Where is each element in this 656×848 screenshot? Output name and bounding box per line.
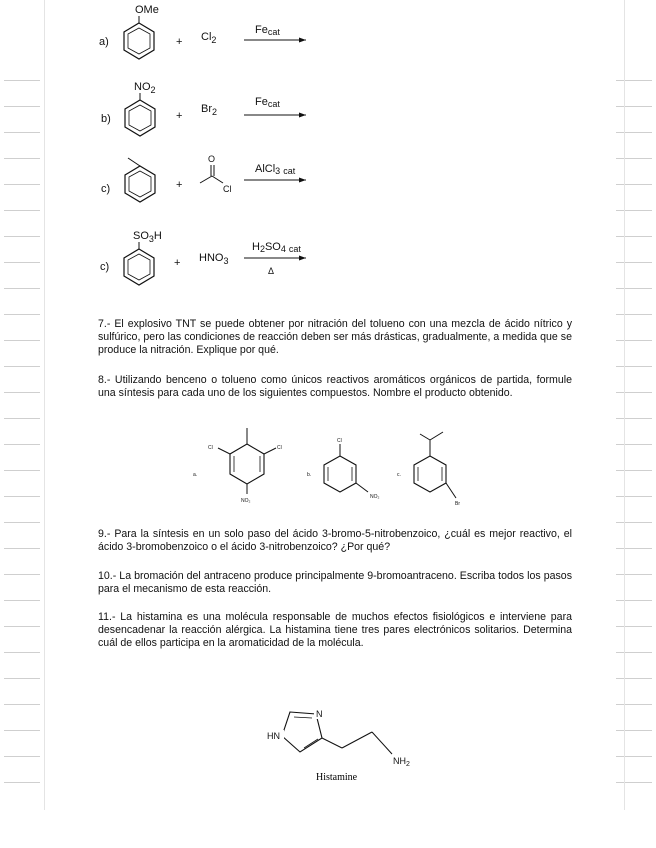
double-bond [304, 739, 318, 748]
nitrogen-atom: N [316, 709, 323, 719]
cl-bond [264, 448, 276, 454]
question-8: 8.- Utilizando benceno o tolueno como únicos reactivos aromáticos orgánicos de partida, formule una síntesis para cada uno de los siguientes compuestos. Nombre el producto obtenido. [98, 374, 572, 399]
reagent: $Br_2$ [201, 103, 218, 117]
benzene-ring [230, 444, 264, 484]
question-9: 9.- Para la síntesis en un solo paso del ácido 3-bromo-5-nitrobenzoico, ¿cuál es mejor reactivo, el ácido 3-bromobenzoico o el ácido 3-nitrobenzoico? ¿Por qué? [98, 528, 572, 553]
catalyst: H2SO4 cat [252, 241, 301, 254]
amine-group: $NH_2$ [393, 756, 410, 768]
chlorine-atom: Cl [208, 445, 213, 451]
question-10: 10.- La bromación del antraceno produce principalmente 9-bromoantraceno. Escriba todos los pasos para el mecanismo de esta reacción. [98, 570, 572, 595]
chlorine-atom: Cl [277, 445, 282, 451]
reaction-label: a) [99, 36, 109, 48]
chlorine-atom: Cl [337, 438, 342, 444]
reagent: $HNO_3$ [199, 252, 229, 266]
nitro-group: NO₂ [241, 498, 251, 504]
arrow-head [299, 113, 306, 118]
substituent: $SO_3H$ [133, 230, 162, 244]
arrow-head [299, 178, 306, 183]
no2-bond [356, 483, 368, 492]
reagent: $Cl_2$ [201, 31, 217, 45]
methyl-bond [128, 158, 140, 166]
chlorine-atom: Cl [223, 184, 232, 194]
compound-label: c. [397, 472, 401, 478]
heat-symbol: Δ [268, 266, 275, 276]
target-compounds [0, 420, 656, 520]
compound-label: a. [193, 472, 198, 478]
carbonyl-bond [420, 434, 430, 440]
catalyst: AlCl3 cat [255, 163, 296, 176]
chain-bond [322, 738, 342, 748]
reaction-c [0, 150, 656, 220]
catalyst: Fecat [255, 24, 280, 37]
nitro-group: NO₂ [370, 494, 380, 500]
reaction-label: c) [101, 183, 111, 195]
benzene-ring [324, 456, 356, 492]
double-bond [294, 717, 312, 718]
plus-sign: + [174, 257, 181, 269]
arrow-head [299, 256, 306, 261]
reaction-a [0, 0, 656, 75]
br-bond [446, 483, 456, 498]
benzene-inner [128, 28, 150, 54]
arrow-head [299, 38, 306, 43]
plus-sign: + [176, 110, 183, 122]
acyl-cl-bond [212, 176, 223, 183]
benzene-inner [128, 254, 150, 280]
histamine-structure [0, 700, 656, 800]
question-7: 7.- El explosivo TNT se puede obtener por nitración del tolueno con una mezcla de ácido nítrico y sulfúrico, pero las condiciones de reacción deben ser más drásticas, gradualmente, a medida que se produce la nitración. Explique por qué. [98, 318, 572, 356]
nh-group: HN [267, 731, 280, 741]
plus-sign: + [176, 36, 183, 48]
cl-bond [218, 448, 230, 454]
oxygen-atom: O [208, 154, 216, 164]
question-11: 11.- La histamina es una molécula responsable de muchos efectos fisiológicos e interviene para desencadenar la reacción alérgica. La histamina tiene tres pares electrónicos solitarios. Determina cuál de ellos participa en la aromaticidad de la molécula. [98, 611, 572, 649]
methyl-bond [200, 176, 212, 183]
plus-sign: + [176, 179, 183, 191]
reaction-label: c) [100, 261, 110, 273]
catalyst: Fecat [255, 96, 280, 109]
compound-label: b. [307, 472, 312, 478]
reaction-b [0, 78, 656, 148]
substituent: OMe [135, 4, 159, 16]
chain-bond [372, 732, 392, 754]
benzene-ring [414, 456, 446, 492]
methyl-bond [430, 432, 443, 440]
reaction-label: b) [101, 113, 111, 125]
reaction-d [0, 226, 656, 296]
molecule-caption: Histamine [316, 772, 358, 783]
benzene-inner [129, 171, 151, 197]
benzene-inner [129, 105, 151, 131]
chain-bond [342, 732, 372, 748]
substituent: $NO_2$ [134, 81, 156, 95]
bromine-atom: Br [455, 501, 460, 507]
